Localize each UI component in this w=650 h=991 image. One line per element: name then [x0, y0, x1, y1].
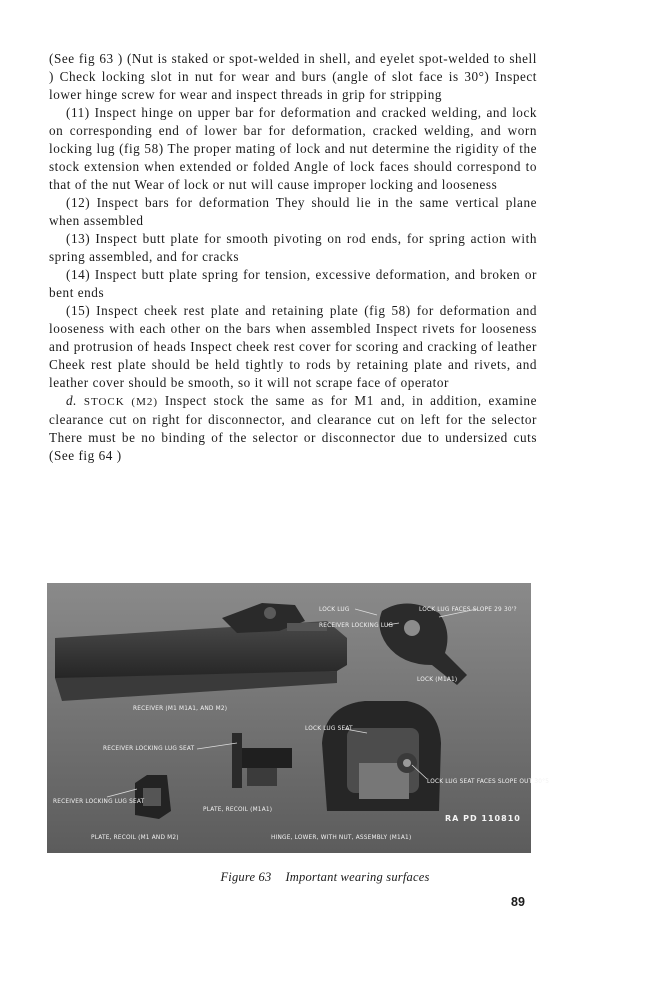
paragraph-d-heading: STOCK (M2) — [83, 396, 159, 408]
label-lock-lug-faces-slope: LOCK LUG FACES SLOPE 29 30'? — [419, 607, 517, 613]
paragraph-11: (11) Inspect hinge on upper bar for deformation and cracked welding, and lock on corresponding end of lower bar for deformation, cracked welding, and worn locking lug (fig 58) The proper mating of lock and nut determine the rigidity of the stock extension when extended or folded Angle of lock faces should correspond to that of the nut Wear of lock or nut will cause improper locking and looseness — [49, 105, 537, 192]
label-lock-lug: LOCK LUG — [319, 607, 350, 613]
paragraph-14: (14) Inspect butt plate spring for tension, excessive deformation, and broken or bent ends — [49, 267, 537, 300]
figure-id-ra-pd: RA PD 110810 — [445, 814, 521, 823]
label-lock-lug-seat-faces: LOCK LUG SEAT FACES SLOPE OUT 30°5 — [427, 779, 550, 785]
label-receiver-locking-lug-seat: RECEIVER LOCKING LUG SEAT — [103, 746, 195, 752]
page-number: 89 — [511, 895, 525, 909]
paragraph-see-fig63: (See fig 63 ) (Nut is staked or spot-welded in shell, and eyelet spot-welded to shell ) Check locking slot in nut for wear and burs (angle of slot face is 30°) Inspect lower hinge screw for wear and inspect threads in grip for stripping — [49, 51, 537, 102]
caption-title: Important wearing surfaces — [285, 870, 430, 884]
body-text — [49, 50, 537, 465]
figure-photo — [47, 583, 550, 853]
label-plate-recoil-m1a1: PLATE, RECOIL (M1A1) — [203, 807, 273, 813]
label-lock-m1a1: LOCK (M1A1) — [417, 677, 458, 683]
hinge-part — [322, 701, 441, 811]
paragraph-d — [49, 392, 537, 465]
paragraph-12: (12) Inspect bars for deformation They should lie in the same vertical plane when assembled — [49, 195, 537, 228]
label-receiver-locking-lug-seat-2: RECEIVER LOCKING LUG SEAT — [53, 799, 145, 805]
label-plate-recoil-m1-m2: PLATE, RECOIL (M1 AND M2) — [91, 835, 179, 841]
caption-number: Figure 63 — [220, 870, 272, 884]
label-receiver-models: RECEIVER (M1 M1A1, AND M2) — [133, 706, 228, 712]
label-hinge-lower: HINGE, LOWER, WITH NUT, ASSEMBLY (M1A1) — [271, 835, 412, 841]
figure-illustration — [47, 583, 550, 853]
paragraph-15: (15) Inspect cheek rest plate and retaining plate (fig 58) for deformation and looseness with each other on the bars when assembled Inspect rivets for looseness and protrusion of heads Inspect cheek rest cover for scoring and cracking of leather Cheek rest plate should be held tightly to rods by retaining plate and rivets, and leather cover should be smooth, so it will not scrape face of operator — [49, 303, 537, 390]
label-lock-lug-seat: LOCK LUG SEAT — [305, 726, 353, 732]
figure-caption — [0, 870, 650, 885]
paragraph-d-letter: d. — [66, 393, 77, 408]
label-receiver-locking-lug: RECEIVER LOCKING LUG — [319, 623, 394, 629]
paragraph-13: (13) Inspect butt plate for smooth pivoting on rod ends, for spring action with spring assembled, and for cracks — [49, 231, 537, 264]
plate-recoil-m1-m2-part — [135, 775, 171, 819]
paragraph-d-text: Inspect stock the same as for M1 and, in addition, examine clearance cut on right for disconnector, and clearance cut on left for the selector There must be no binding of the selector or disconnector due to undersized cuts (See fig 64 ) — [49, 393, 537, 463]
